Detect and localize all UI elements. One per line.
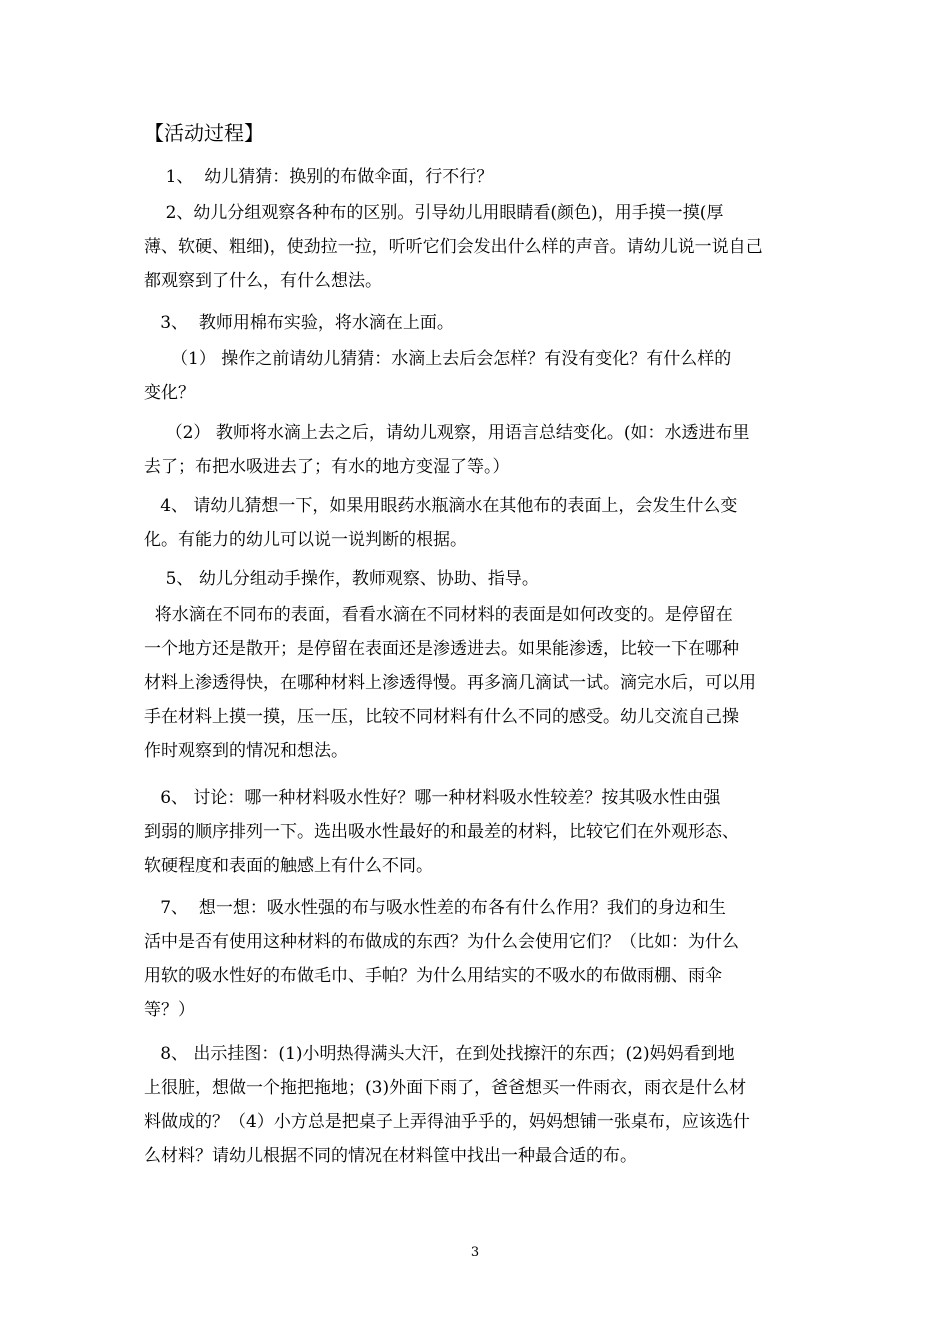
text-line: 手在材料上摸一摸，压一压，比较不同材料有什么不同的感受。幼儿交流自己操 <box>144 707 739 727</box>
text-line: 4、 请幼儿猜想一下，如果用眼药水瓶滴水在其他布的表面上，会发生什么变 <box>144 496 738 516</box>
page-number: 3 <box>470 1245 480 1260</box>
paragraph-1 <box>144 160 810 194</box>
text-line: 5、 幼儿分组动手操作，教师观察、协助、指导。 <box>144 569 539 589</box>
text-line: 1、 幼儿猜猜：换别的布做伞面，行不行？ <box>144 167 494 187</box>
text-line: 么材料？请幼儿根据不同的情况在材料筐中找出一种最合适的布。 <box>144 1146 637 1166</box>
text-line: 用软的吸水性好的布做毛巾、手帕？为什么用结实的不吸水的布做雨棚、雨伞 <box>144 966 722 986</box>
paragraph-9 <box>144 781 810 883</box>
section-title: 【活动过程】 <box>144 121 264 145</box>
text-line: 活中是否有使用这种材料的布做成的东西？为什么会使用它们？（比如：为什么 <box>144 932 739 952</box>
text-line: 将水滴在不同布的表面，看看水滴在不同材料的表面是如何改变的。是停留在 <box>144 605 733 625</box>
paragraph-5 <box>144 416 810 484</box>
text-line: 7、 想一想：吸水性强的布与吸水性差的布各有什么作用？我们的身边和生 <box>144 898 726 918</box>
text-line: 等？） <box>144 1000 195 1020</box>
text-line: 薄、软硬、粗细)，使劲拉一拉，听听它们会发出什么样的声音。请幼儿说一说自己 <box>144 237 763 257</box>
paragraph-4 <box>144 342 810 410</box>
text-line: 材料上渗透得快，在哪种材料上渗透得慢。再多滴几滴试一试。滴完水后，可以用 <box>144 673 756 693</box>
text-line: 变化？ <box>144 383 195 403</box>
text-line: （1） 操作之前请幼儿猜猜：水滴上去后会怎样？有没有变化？有什么样的 <box>144 349 732 369</box>
paragraph-10 <box>144 891 810 1027</box>
text-line: 去了；布把水吸进去了；有水的地方变湿了等。） <box>144 457 510 477</box>
text-line: 8、 出示挂图：(1)小明热得满头大汗，在到处找擦汗的东西；(2)妈妈看到地 <box>144 1044 735 1064</box>
paragraph-11 <box>144 1037 810 1173</box>
text-line: 到弱的顺序排列一下。选出吸水性最好的和最差的材料，比较它们在外观形态、 <box>144 822 739 842</box>
paragraph-3 <box>144 306 810 340</box>
text-line: 软硬程度和表面的触感上有什么不同。 <box>144 856 433 876</box>
paragraph-2 <box>144 196 810 298</box>
text-line: （2） 教师将水滴上去之后，请幼儿观察，用语言总结变化。(如：水透进布里 <box>144 423 750 443</box>
paragraph-7 <box>144 562 810 596</box>
paragraph-6 <box>144 489 810 557</box>
text-line: 3、 教师用棉布实验，将水滴在上面。 <box>144 313 454 333</box>
text-line: 都观察到了什么，有什么想法。 <box>144 271 382 291</box>
text-line: 2、幼儿分组观察各种布的区别。引导幼儿用眼睛看(颜色)，用手摸一摸(厚 <box>144 203 724 223</box>
text-line: 6、 讨论：哪一种材料吸水性好？哪一种材料吸水性较差？按其吸水性由强 <box>144 788 721 808</box>
text-line: 一个地方还是散开；是停留在表面还是渗透进去。如果能渗透，比较一下在哪种 <box>144 639 739 659</box>
text-line: 作时观察到的情况和想法。 <box>144 741 348 761</box>
text-line: 料做成的？（4）小方总是把桌子上弄得油乎乎的，妈妈想铺一张桌布，应该选什 <box>144 1112 750 1132</box>
paragraph-8 <box>144 598 810 768</box>
text-line: 上很脏，想做一个拖把拖地；(3)外面下雨了，爸爸想买一件雨衣，雨衣是什么材 <box>144 1078 747 1098</box>
text-line: 化。有能力的幼儿可以说一说判断的根据。 <box>144 530 467 550</box>
